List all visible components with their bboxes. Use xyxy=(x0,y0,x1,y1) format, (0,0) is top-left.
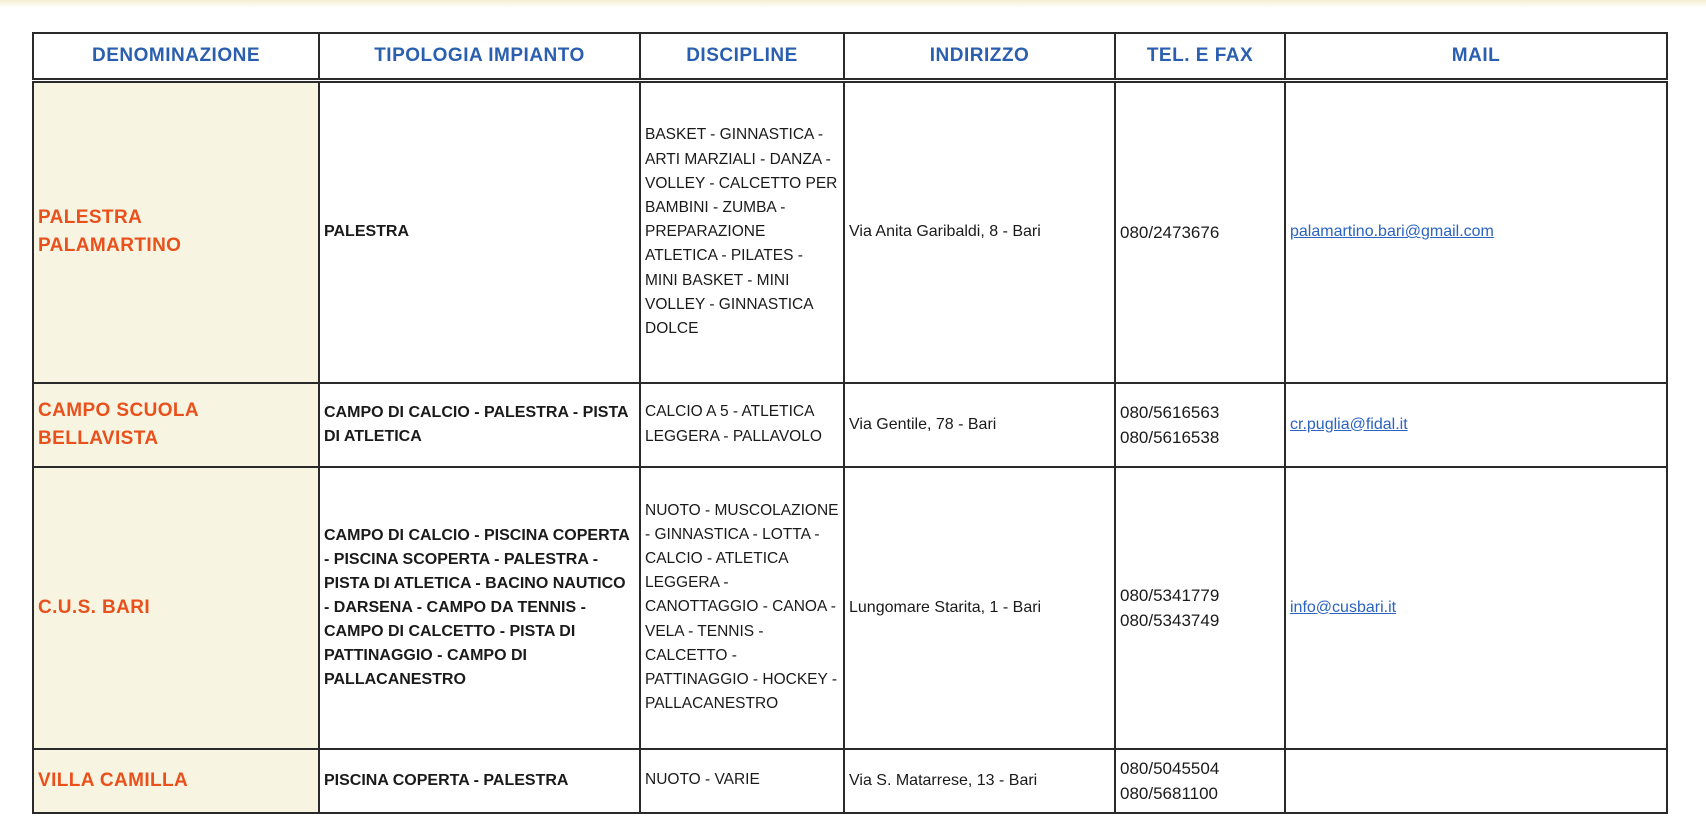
facility-name-line: CAMPO SCUOLA xyxy=(38,399,200,421)
facility-name-line: PALAMARTINO xyxy=(38,235,182,257)
email-link[interactable]: cr.puglia@fidal.it xyxy=(1290,415,1408,433)
header-mail: MAIL xyxy=(1285,33,1667,81)
phone-number: 080/5681100 xyxy=(1120,783,1219,803)
facility-name-line: C.U.S. BARI xyxy=(38,596,151,618)
facility-address: Via Gentile, 78 - Bari xyxy=(844,383,1115,467)
facility-disciplines: BASKET - GINNASTICA - ARTI MARZIALI - DANZA - VOLLEY - CALCETTO PER BAMBINI - ZUMBA - PREPARAZIONE ATLETICA - PILATES - MINI BASKET - MINI VOLLEY - GINNASTICA DOLCE xyxy=(640,81,844,383)
table-row xyxy=(33,467,1667,749)
facility-type: PISCINA COPERTA - PALESTRA xyxy=(319,749,640,813)
facility-phone xyxy=(1115,383,1285,467)
facility-disciplines: NUOTO - VARIE xyxy=(640,749,844,813)
phone-number: 080/2473676 xyxy=(1120,222,1220,242)
header-denominazione: DENOMINAZIONE xyxy=(33,33,319,81)
table-row xyxy=(33,383,1667,467)
facility-type: PALESTRA xyxy=(319,81,640,383)
header-indirizzo: INDIRIZZO xyxy=(844,33,1115,81)
facility-name xyxy=(33,81,319,383)
page-top-edge xyxy=(0,0,1706,8)
table-row xyxy=(33,749,1667,813)
facility-name-line: VILLA CAMILLA xyxy=(38,769,189,791)
table-row xyxy=(33,81,1667,383)
table-header-row xyxy=(33,33,1667,81)
phone-number: 080/5343749 xyxy=(1120,610,1220,630)
facility-phone xyxy=(1115,81,1285,383)
email-link[interactable]: palamartino.bari@gmail.com xyxy=(1290,223,1494,241)
phone-number: 080/5045504 xyxy=(1120,758,1220,778)
header-tipologia: TIPOLOGIA IMPIANTO xyxy=(319,33,640,81)
header-tel: TEL. E FAX xyxy=(1115,33,1285,81)
facility-name-line: BELLAVISTA xyxy=(38,427,159,449)
phone-number: 080/5341779 xyxy=(1120,585,1220,605)
facility-type: CAMPO DI CALCIO - PISCINA COPERTA - PISCINA SCOPERTA - PALESTRA - PISTA DI ATLETICA - BACINO NAUTICO - DARSENA - CAMPO DA TENNIS - CAMPO DI CALCETTO - PISTA DI PATTINAGGIO - CAMPO DI PALLACANESTRO xyxy=(319,467,640,749)
facility-name-line: PALESTRA xyxy=(38,207,143,229)
phone-number: 080/5616538 xyxy=(1120,427,1220,447)
facility-disciplines: CALCIO A 5 - ATLETICA LEGGERA - PALLAVOLO xyxy=(640,383,844,467)
phone-number: 080/5616563 xyxy=(1120,402,1220,422)
email-link[interactable]: info@cusbari.it xyxy=(1290,598,1397,616)
facility-phone xyxy=(1115,749,1285,813)
header-discipline: DISCIPLINE xyxy=(640,33,844,81)
facility-mail xyxy=(1285,383,1667,467)
facility-address: Lungomare Starita, 1 - Bari xyxy=(844,467,1115,749)
facility-address: Via S. Matarrese, 13 - Bari xyxy=(844,749,1115,813)
facility-mail xyxy=(1285,749,1667,813)
facility-name xyxy=(33,467,319,749)
facility-mail xyxy=(1285,81,1667,383)
facility-name xyxy=(33,383,319,467)
facility-type: CAMPO DI CALCIO - PALESTRA - PISTA DI ATLETICA xyxy=(319,383,640,467)
facility-disciplines: NUOTO - MUSCOLAZIONE - GINNASTICA - LOTTA - CALCIO - ATLETICA LEGGERA - CANOTTAGGIO - CANOA - VELA - TENNIS - CALCETTO - PATTINAGGIO - HOCKEY - PALLACANESTRO xyxy=(640,467,844,749)
facility-address: Via Anita Garibaldi, 8 - Bari xyxy=(844,81,1115,383)
sports-facilities-table xyxy=(32,32,1668,814)
facility-name xyxy=(33,749,319,813)
facility-mail xyxy=(1285,467,1667,749)
facility-phone xyxy=(1115,467,1285,749)
